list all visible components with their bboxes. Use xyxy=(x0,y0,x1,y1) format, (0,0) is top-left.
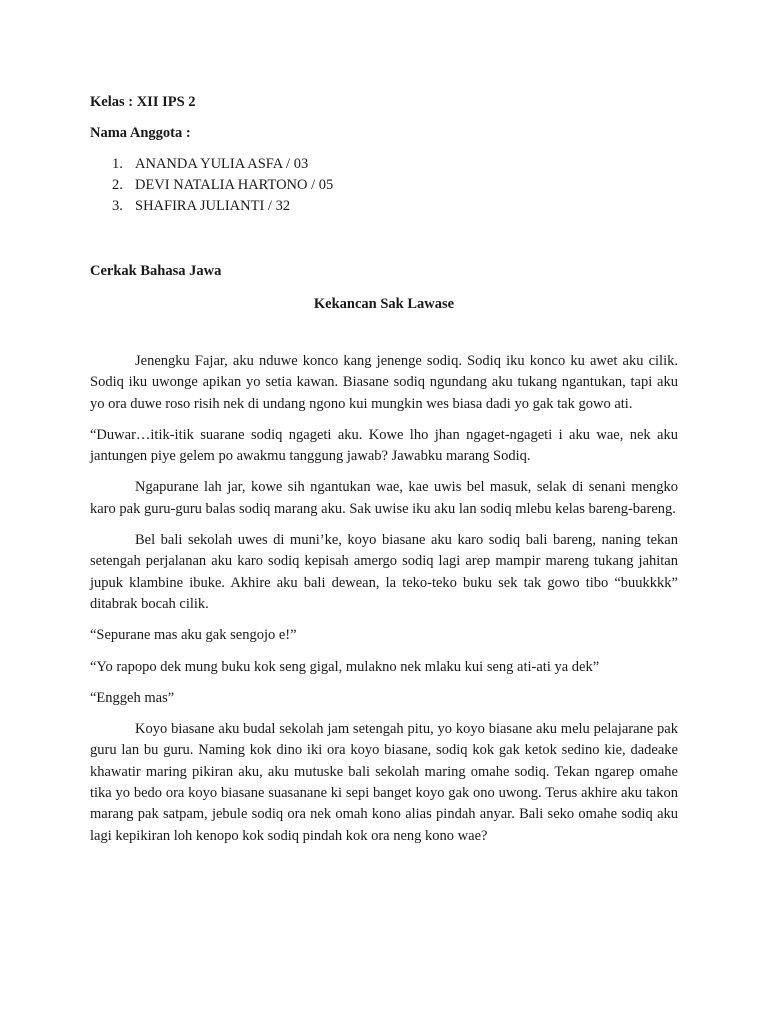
list-item xyxy=(90,154,678,175)
member-list xyxy=(90,154,678,217)
story-title: Kekancan Sak Lawase xyxy=(313,296,455,312)
member-name: DEVI NATALIA HARTONO / 05 xyxy=(135,177,334,193)
list-number: 3. xyxy=(112,198,123,214)
paragraph: Ngapurane lah jar, kowe sih ngantukan wae, kae uwis bel masuk, selak di senani mengko karo pak guru-guru balas sodiq marang aku. Sak uwise iku aku lan sodiq mlebu kelas bareng-bareng. xyxy=(90,479,678,517)
paragraph: “Duwar…itik-itik suarane sodiq ngageti aku. Kowe lho jhan ngaget-ngageti i aku wae, nek aku jantungen piye gelem po awakmu tanggung jawab? Jawabku marang Sodiq. xyxy=(90,426,678,465)
paragraph: Koyo biasane aku budal sekolah jam setengah pitu, yo koyo biasane aku melu pelajarane pak guru lan bu guru. Naming kok dino iki ora koyo biasane, sodiq kok gak ketok sedino kie, dadeake khawatir maring pikiran aku, aku mutuske bali sekolah maring omahe sodiq. Tekan ngarep omahe tika yo bedo ora koyo biasane suasanane ki sepi banget koyo gak ono uwong. Terus akhire aku takon marang pak satpam, jebule sodiq ora nek omah kono alias pindah anyar. Bali seko omahe sodiq aku lagi kepikiran loh kenopo kok sodiq pindah kok ora neng kono wae? xyxy=(90,721,678,844)
paragraph: “Sepurane mas aku gak sengojo e!” xyxy=(90,627,297,644)
list-item xyxy=(90,175,678,196)
member-heading: Nama Anggota : xyxy=(90,125,191,141)
member-name: SHAFIRA JULIANTI / 32 xyxy=(135,198,291,214)
paragraph: “Yo rapopo dek mung buku kok seng gigal, mulakno nek mlaku kui seng ati-ati ya dek” xyxy=(90,658,600,675)
document-page xyxy=(90,92,678,847)
paragraph: “Enggeh mas” xyxy=(90,689,175,706)
class-label: Kelas : XII IPS 2 xyxy=(90,94,196,110)
list-item xyxy=(90,196,678,217)
member-name: ANANDA YULIA ASFA / 03 xyxy=(135,156,309,172)
paragraph: Jenengku Fajar, aku nduwe konco kang jenenge sodiq. Sodiq iku konco ku awet aku cilik. Sodiq iku uwonge apikan yo setia kawan. Biasane sodiq ngundang aku tukang ngantukan, tapi aku yo ora duwe roso risih nek di undang ngono kui mungkin wes biasa dadi yo gak tak gowo ati. xyxy=(90,353,678,412)
section-label: Cerkak Bahasa Jawa xyxy=(90,263,222,279)
list-number: 1. xyxy=(112,156,123,172)
list-number: 2. xyxy=(112,177,123,193)
paragraph: Bel bali sekolah uwes di muni’ke, koyo biasane aku karo sodiq bali bareng, naning tekan setengah perjalanan aku karo sodiq kepisah amergo sodiq lagi arep mampir mareng tukang jahitan jupuk klambine ibuke. Akhire aku bali dewean, la teko-teko buku sek tak gowo tibo “buukkkk” ditabrak bocah cilik. xyxy=(90,532,678,612)
